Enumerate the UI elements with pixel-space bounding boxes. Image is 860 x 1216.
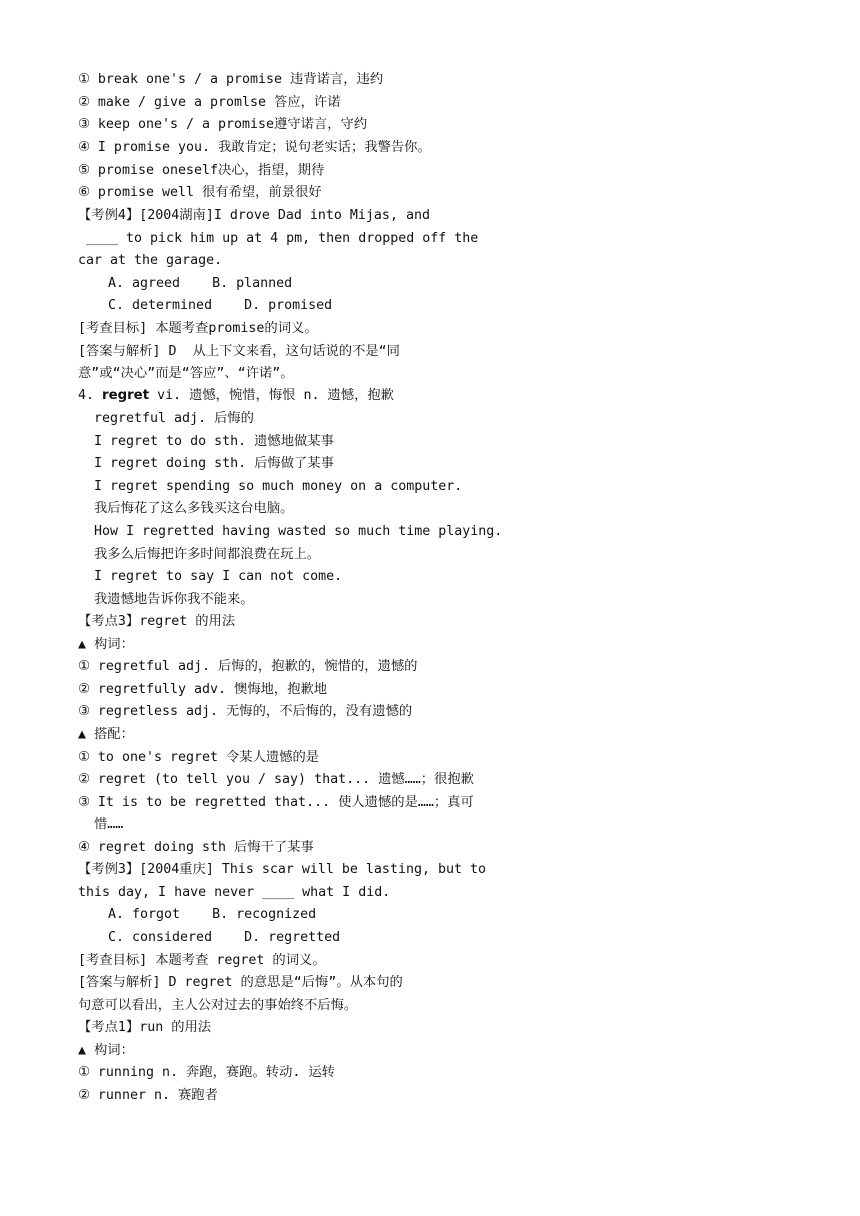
- text-line: I regret spending so much money on a computer.: [94, 479, 463, 494]
- text-line: [答案与解析] D 从上下文来看，这句话说的不是“同: [78, 344, 400, 359]
- text-line: ① regretful adj. 后悔的，抱歉的，惋惜的，遗憾的: [78, 659, 418, 674]
- text-line: [考查目标] 本题考查promise的词义。: [78, 321, 318, 336]
- answer-options: A. agreed B. planned: [108, 276, 293, 291]
- text-line: ▲ 搭配：: [78, 727, 134, 742]
- text-line: this day, I have never ____ what I did.: [78, 885, 391, 900]
- text-line: ② runner n. 赛跑者: [78, 1088, 218, 1103]
- answer-options: C. considered D. regretted: [108, 930, 341, 945]
- text-line: I regret to do sth. 遗憾地做某事: [94, 434, 334, 449]
- section-heading: 【考点3】regret 的用法: [78, 614, 236, 629]
- text-line: 意”或“决心”而是“答应”、“许诺”。: [78, 366, 294, 381]
- text-line: 句意可以看出，主人公对过去的事始终不后悔。: [78, 998, 358, 1013]
- text-line: How I regretted having wasted so much time playing.: [94, 524, 503, 539]
- example-heading: 【考例3】[2004重庆] This scar will be lasting, but to: [78, 862, 487, 877]
- entry-heading: [78, 387, 394, 407]
- text-line: ① to one's regret 令某人遗憾的是: [78, 750, 320, 765]
- text-line: ② regret (to tell you / say) that... 遗憾……；很抱歉: [78, 772, 474, 787]
- text-line: 我多么后悔把许多时间都浪费在玩上。: [94, 547, 321, 562]
- text-line: 我后悔花了这么多钱买这台电脑。: [94, 501, 294, 516]
- example-heading: 【考例4】[2004湖南]I drove Dad into Mijas, and: [78, 208, 430, 223]
- text-line: ③ keep one's / a promise遵守诺言，守约: [78, 117, 368, 132]
- text-line: car at the garage.: [78, 253, 223, 268]
- entry-word: regret: [102, 388, 150, 403]
- section-heading: 【考点1】run 的用法: [78, 1020, 212, 1035]
- text-line: I regret doing sth. 后悔做了某事: [94, 456, 334, 471]
- text-line: ③ It is to be regretted that... 使人遗憾的是……；真可: [78, 795, 474, 810]
- text-line: ① running n. 奔跑，赛跑。转动. 运转: [78, 1065, 335, 1080]
- text-line: I regret to say I can not come.: [94, 569, 343, 584]
- text-line: regretful adj. 后悔的: [94, 411, 254, 426]
- text-line: 惜……: [94, 817, 124, 832]
- text-line: ③ regretless adj. 无悔的，不后悔的，没有遗憾的: [78, 704, 413, 719]
- text-line: ▲ 构词：: [78, 637, 134, 652]
- text-line: ____ to pick him up at 4 pm, then dropped off the: [78, 231, 479, 246]
- text-line: ④ regret doing sth 后悔干了某事: [78, 840, 314, 855]
- text-line: ⑥ promise well 很有希望，前景很好: [78, 185, 322, 200]
- text-line: ① break one's / a promise 违背诺言，违约: [78, 72, 384, 87]
- text-line: [答案与解析] D regret 的意思是“后悔”。从本句的: [78, 975, 403, 990]
- entry-number: 4.: [78, 388, 103, 403]
- text-line: ② make / give a promlse 答应，许诺: [78, 95, 341, 110]
- answer-options: C. determined D. promised: [108, 298, 333, 313]
- text-line: ⑤ promise oneself决心，指望，期待: [78, 163, 325, 178]
- text-line: ▲ 构词：: [78, 1043, 134, 1058]
- answer-options: A. forgot B. recognized: [108, 907, 317, 922]
- entry-definition: vi. 遗憾，惋惜，悔恨 n. 遗憾，抱歉: [149, 388, 394, 403]
- text-line: ② regretfully adv. 懊悔地，抱歉地: [78, 682, 328, 697]
- text-line: ④ I promise you. 我敢肯定；说句老实话；我警告你。: [78, 140, 431, 155]
- text-line: [考查目标] 本题考查 regret 的词义。: [78, 953, 326, 968]
- text-line: 我遗憾地告诉你我不能来。: [94, 592, 254, 607]
